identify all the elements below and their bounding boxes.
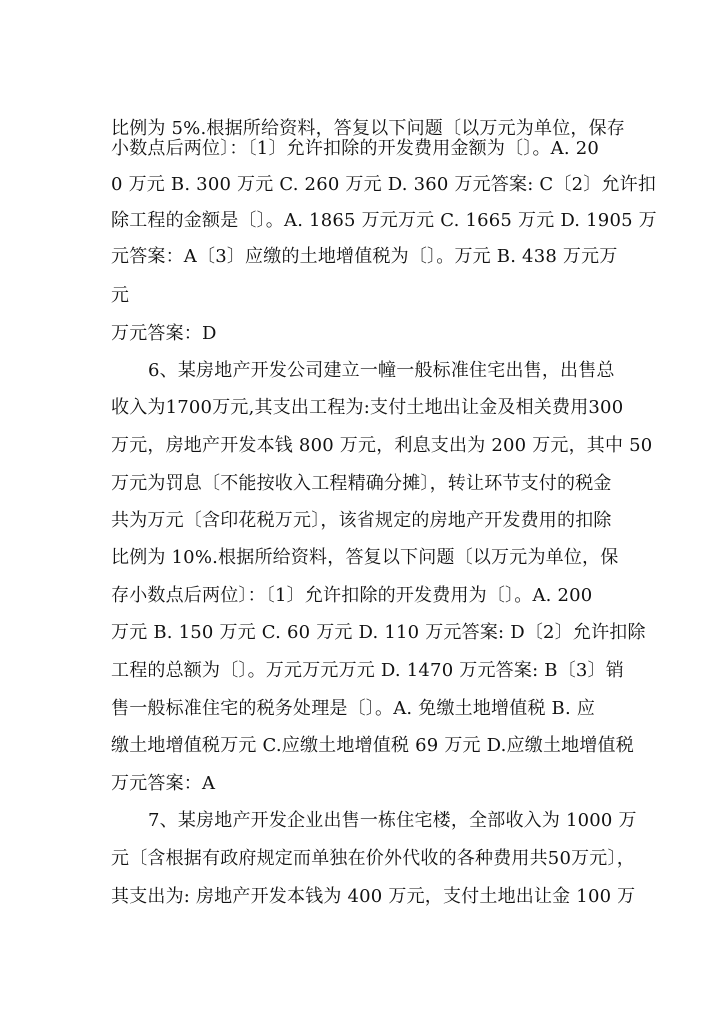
text-line: 0 万元 B. 300 万元 C. 260 万元 D. 360 万元答案: C〔2〕允许扣 xyxy=(111,174,657,195)
text-line: 小数点后两位〕：〔1〕允许扣除的开发费用金额为〔〕。A. 20 xyxy=(111,138,599,159)
text-line: 万元，房地产开发本钱 800 万元，利息支出为 200 万元，其中 50 xyxy=(111,435,653,456)
text-line: 存小数点后两位〕：〔1〕允许扣除的开发费用为〔〕。A. 200 xyxy=(111,585,593,606)
text-line: 6、某房地产开发公司建立一幢一般标准住宅出售，出售总 xyxy=(148,360,615,381)
text-line: 万元为罚息〔不能按收入工程精确分摊〕，转让环节支付的税金 xyxy=(111,473,612,494)
text-line: 共为万元〔含印花税万元〕，该省规定的房地产开发费用的扣除 xyxy=(111,510,612,531)
text-line: 收入为1700万元,其支出工程为:支付土地出让金及相关费用300 xyxy=(111,397,624,418)
text-line: 比例为 5%.根据所给资料，答复以下问题〔以万元为单位，保存 xyxy=(111,118,625,139)
text-line: 万元答案：D xyxy=(111,323,217,344)
text-line: 其支出为: 房地产开发本钱为 400 万元，支付土地出让金 100 万 xyxy=(111,886,636,907)
text-line: 7、某房地产开发企业出售一栋住宅楼，全部收入为 1000 万 xyxy=(148,810,637,831)
text-line: 比例为 10%.根据所给资料，答复以下问题〔以万元为单位，保 xyxy=(111,547,619,568)
text-line: 元答案：A〔3〕应缴的土地增值税为〔〕。万元 B. 438 万元万 xyxy=(111,246,618,267)
text-line: 除工程的金额是〔〕。A. 1865 万元万元 C. 1665 万元 D. 1905 万 xyxy=(111,210,657,231)
text-line: 售一般标准住宅的税务处理是〔〕。A. 免缴土地增值税 B. 应 xyxy=(111,698,596,719)
text-line: 万元答案：A xyxy=(111,773,216,794)
text-line: 万元 B. 150 万元 C. 60 万元 D. 110 万元答案: D〔2〕允许扣除 xyxy=(111,622,646,643)
text-line: 工程的总额为〔〕。万元万元万元 D. 1470 万元答案: B〔3〕销 xyxy=(111,660,624,681)
text-line: 元 xyxy=(111,285,130,306)
text-line: 元〔含根据有政府规定而单独在价外代收的各种费用共50万元〕， xyxy=(111,848,635,869)
text-line: 缴土地增值税万元 C.应缴土地增值税 69 万元 D.应缴土地增值税 xyxy=(111,735,634,756)
